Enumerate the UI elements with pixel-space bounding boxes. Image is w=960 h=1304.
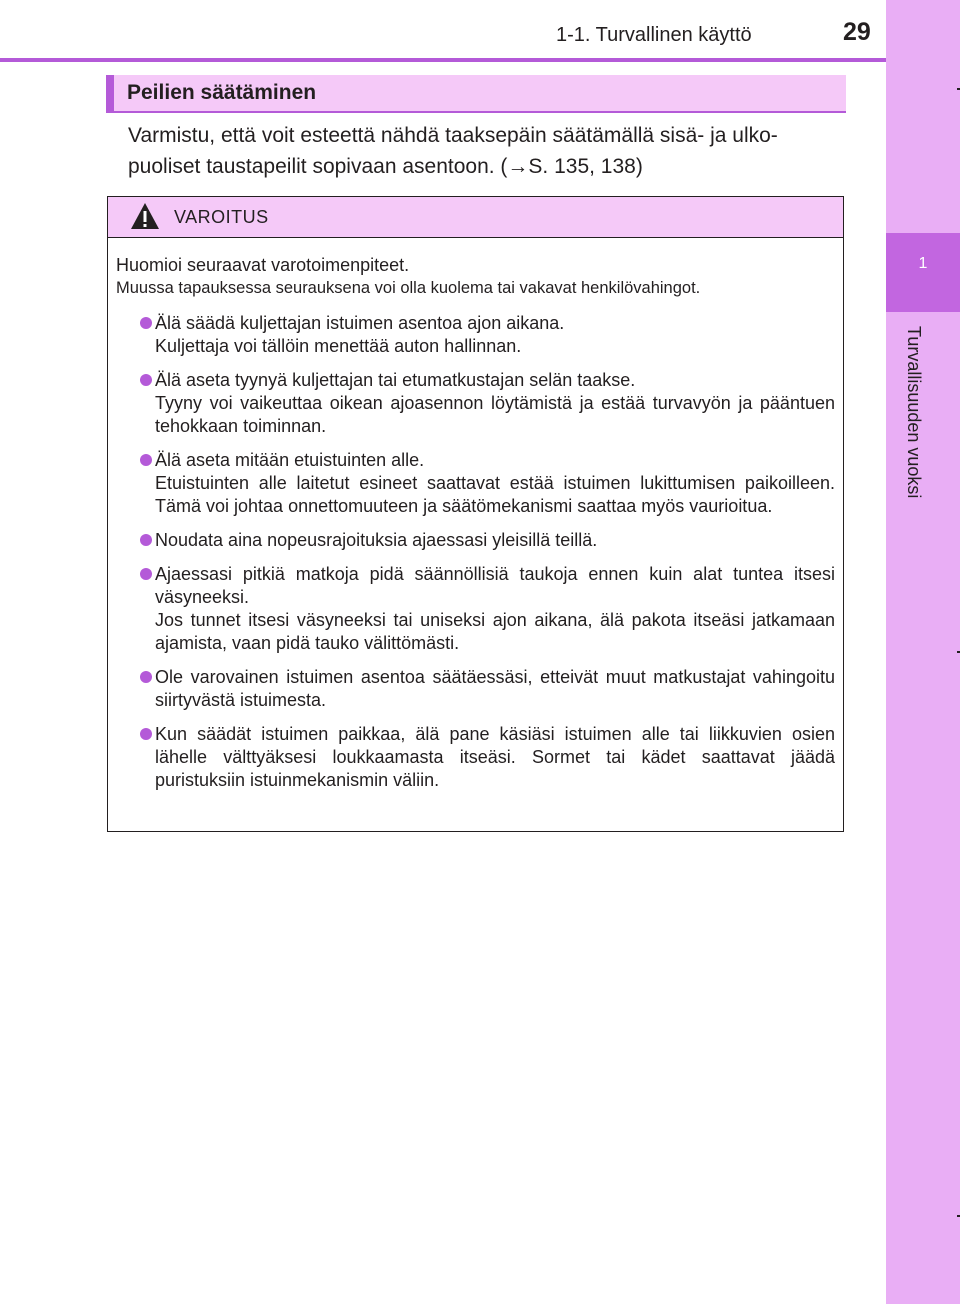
heading-accent-bar — [106, 75, 114, 111]
warning-item — [116, 666, 835, 712]
item-main: Ole varovainen istuimen asentoa säätäessäsi, etteivät muut matkustajat vahingoitu siirtyvästä istuimesta. — [155, 667, 835, 710]
warning-body — [108, 238, 843, 792]
item-detail: Kuljettaja voi tällöin menettää auton hallinnan. — [155, 336, 522, 356]
warning-header — [108, 197, 843, 238]
bullet-icon — [140, 534, 152, 546]
item-detail: Tyyny voi vaikeuttaa oikean ajoasennon löytämistä ja estää turvavyön ja pääntuen tehokkaan toiminnan. — [155, 393, 835, 436]
warning-lead-consequence: Muussa tapauksessa seurauksena voi olla kuolema tai vakavat henkilövahingot. — [116, 279, 701, 297]
bullet-icon — [140, 374, 152, 386]
section-heading — [106, 75, 846, 113]
bullet-icon — [140, 671, 152, 683]
bullet-icon — [140, 454, 152, 466]
warning-item — [116, 563, 835, 655]
bullet-icon — [140, 317, 152, 329]
item-detail: Jos tunnet itsesi väsyneeksi tai uniseksi ajon aikana, älä pakota itseäsi jatkamaan ajamista, vaan pidä tauko välittömästi. — [155, 610, 835, 653]
item-main: Kun säädät istuimen paikkaa, älä pane käsiäsi istuimen alle tai liikkuvien osien lähelle välttyäksesi loukkaamasta itseäsi. Sormet tai kädet saattavat jäädä puristuksiin istuinmekanismin väliin. — [155, 724, 835, 790]
chapter-number: 1 — [918, 255, 928, 272]
warning-item — [116, 529, 835, 552]
section-title: Peilien säätäminen — [127, 81, 317, 104]
item-main: Noudata aina nopeusrajoituksia ajaessasi yleisillä teillä. — [155, 530, 598, 550]
bullet-icon — [140, 568, 152, 580]
intro-paragraph — [128, 120, 848, 182]
chapter-label: Turvallisuuden vuoksi — [904, 326, 924, 499]
item-detail: Etuistuinten alle laitetut esineet saattavat estää istuimen lukittumisen paikoilleen. Tämä voi johtaa onnettomuuteen ja säätömekanismi saattaa myös vaurioitua. — [155, 473, 835, 516]
running-header: 1-1. Turvallinen käyttö — [556, 24, 752, 46]
item-main: Älä aseta mitään etuistuinten alle. — [155, 450, 425, 470]
item-main: Älä aseta tyynyä kuljettajan tai etumatkustajan selän taakse. — [155, 370, 636, 390]
warning-box — [107, 196, 844, 832]
item-main: Ajaessasi pitkiä matkoja pidä säännöllisiä taukoja ennen kuin alat tuntea itsesi väsyneeksi. — [155, 564, 835, 607]
intro-line: Varmistu, että voit esteettä nähdä taaksepäin säätämällä sisä- ja ulko- — [128, 124, 778, 147]
warning-item — [116, 723, 835, 792]
bullet-icon — [140, 728, 152, 740]
warning-title: VAROITUS — [174, 207, 269, 227]
side-tab — [886, 0, 960, 1304]
page-number: 29 — [843, 18, 871, 46]
warning-triangle-icon — [130, 202, 160, 235]
warning-item — [116, 369, 835, 438]
warning-item — [116, 312, 835, 358]
warning-item — [116, 449, 835, 518]
warning-lead: Huomioi seuraavat varotoimenpiteet. — [116, 255, 410, 275]
intro-line: puoliset taustapeilit sopivaan asentoon. (→S. 135, 138) — [128, 155, 643, 178]
item-main: Älä säädä kuljettajan istuimen asentoa ajon aikana. — [155, 313, 565, 333]
header-rule — [0, 58, 886, 62]
